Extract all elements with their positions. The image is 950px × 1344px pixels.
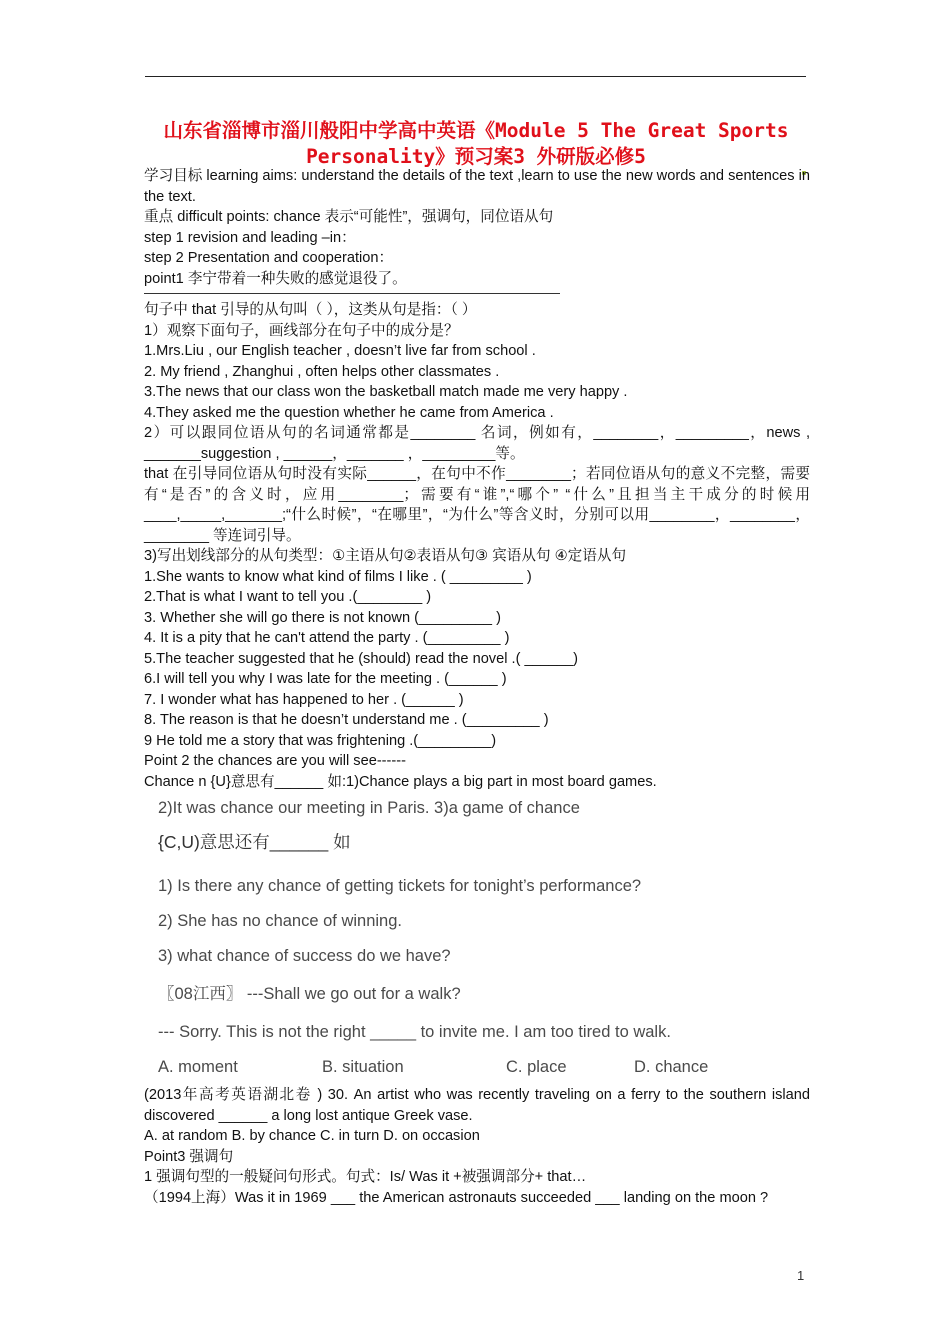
page-number: 1 bbox=[797, 1268, 805, 1283]
example-2: 2. My friend , Zhanghui , often helps other classmates . bbox=[144, 363, 500, 380]
document-body bbox=[144, 166, 810, 1208]
point-3: Point3 强调句 bbox=[144, 1148, 234, 1165]
clause-item-4: 4. It is a pity that he can't attend the party . (_________ ) bbox=[144, 630, 510, 646]
example-4: 4.They asked me the question whether he came from America . bbox=[144, 404, 554, 421]
scan-line-1: 2)It was chance our meeting in Paris. 3)a game of chance bbox=[158, 799, 580, 817]
question-3-heading: 3)写出划线部分的从句类型：①主语从句②表语从句③ 宾语从句 ④定语从句 bbox=[144, 548, 627, 564]
clause-item-8: 8. The reason is that he doesn’t understand me . (_________ ) bbox=[144, 712, 549, 728]
example-3: 3.The news that our class won the basketball match made me very happy . bbox=[144, 384, 628, 400]
scanned-excerpt bbox=[158, 798, 810, 1079]
scan-line-4: 2) She has no chance of winning. bbox=[158, 912, 402, 930]
scan-options bbox=[158, 1057, 810, 1079]
option-a: A. moment bbox=[158, 1058, 238, 1076]
step-1: step 1 revision and leading –in： bbox=[144, 229, 356, 246]
clause-item-5: 5.The teacher suggested that he (should) read the novel .( ______) bbox=[144, 650, 579, 667]
scan-line-6: 〖08江西〗 ---Shall we go out for a walk? bbox=[158, 985, 461, 1003]
clause-item-9: 9 He told me a story that was frightening .(_________) bbox=[144, 732, 497, 749]
emphasis-pattern-1: 1 强调句型的一般疑问句形式。句式：Is/ Was it +被强调部分+ that… bbox=[144, 1169, 587, 1185]
scan-line-2: {C,U)意思还有______ 如 bbox=[158, 832, 351, 852]
hubei-question: (2013年高考英语湖北卷 ) 30. An artist who was recently traveling on a ferry to the southern island discovered ______ a long lost antique Greek vase. bbox=[144, 1087, 810, 1124]
title-line-2: Personality》预习案3 外研版必修5 bbox=[306, 145, 646, 168]
title-line-1: 山东省淄博市淄川般阳中学高中英语《Module 5 The Great Sports bbox=[163, 119, 789, 142]
question-1-heading: 1）观察下面句子，画线部分在句子中的成分是？ bbox=[144, 322, 459, 339]
example-1: 1.Mrs.Liu , our English teacher , doesn’t live far from school . bbox=[144, 343, 536, 359]
scan-line-7: --- Sorry. This is not the right _____ to invite me. I am too tired to walk. bbox=[158, 1023, 671, 1041]
clause-item-2: 2.That is what I want to tell you .(________ ) bbox=[144, 589, 432, 605]
clause-item-3: 3. Whether she will go there is not known (_________ ) bbox=[144, 609, 501, 626]
clause-item-7: 7. I wonder what has happened to her . (______ ) bbox=[144, 691, 464, 708]
point-1: point1 李宁带着一种失败的感觉退役了。 bbox=[144, 270, 407, 287]
question-2: 2）可以跟同位语从句的名词通常都是________ 名词，例如有，________，_________，news , _______suggestion , ______，_______ ，_________等。 bbox=[144, 425, 810, 462]
difficult-points: 重点 difficult points: chance 表示“可能性”，强调句，同位语从句 bbox=[144, 209, 554, 225]
hubei-options: A. at random B. by chance C. in turn D. on occasion bbox=[144, 1128, 480, 1144]
option-b: B. situation bbox=[322, 1058, 404, 1076]
that-clause-question: 句子中 that 引导的从句叫（ ），这类从句是指：（ ） bbox=[144, 302, 477, 318]
chance-uncountable: Chance n {U}意思有______ 如:1)Chance plays a big part in most board games. bbox=[144, 773, 657, 790]
document-title bbox=[140, 118, 812, 170]
shanghai-question: （1994上海）Was it in 1969 ___ the American astronauts succeeded ___ landing on the moon ? bbox=[144, 1189, 769, 1206]
scan-line-3: 1) Is there any chance of getting tickets for tonight’s performance? bbox=[158, 877, 642, 895]
option-c: C. place bbox=[506, 1058, 567, 1076]
learning-aims: 学习目标 learning aims: understand the details of the text ,learn to use the new words and sentences in the text. bbox=[144, 168, 811, 205]
clause-item-6: 6.I will tell you why I was late for the meeting . (______ ) bbox=[144, 671, 507, 687]
point-2: Point 2 the chances are you will see------ bbox=[144, 753, 406, 769]
step-2: step 2 Presentation and cooperation： bbox=[144, 250, 394, 266]
header-rule bbox=[145, 76, 806, 77]
clause-item-1: 1.She wants to know what kind of films I like . ( _________ ) bbox=[144, 568, 532, 585]
answer-blank-line bbox=[144, 293, 560, 294]
that-explanation: that 在引导同位语从句时没有实际______，在句中不作________；若同位语从句的意义不完整，需要有“是否”的含义时，应用________；需要有“谁”,“哪个” “什么”且担当主干成分的时候用 ____,_____,_______;“什么时候”，“在哪里”，“为什么”等含义时，分别可以用________，________，________ 等连词引导。 bbox=[144, 466, 810, 544]
scan-line-5: 3) what chance of success do we have? bbox=[158, 947, 451, 965]
option-d: D. chance bbox=[634, 1058, 709, 1076]
